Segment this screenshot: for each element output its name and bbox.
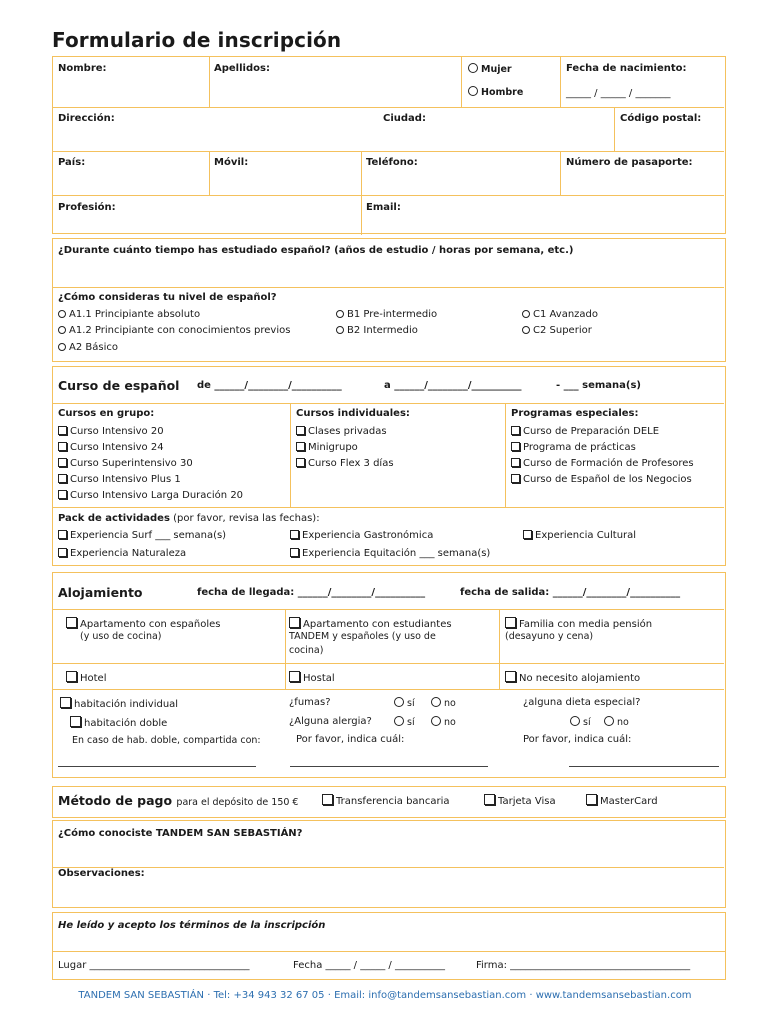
individual-item[interactable] <box>296 458 394 469</box>
especial-item[interactable] <box>511 474 692 485</box>
nivel-question: ¿Cómo consideras tu nivel de español? <box>58 292 277 303</box>
especial-item[interactable] <box>511 442 636 453</box>
nivel-label: A1.2 Principiante con conocimientos previos <box>69 325 291 336</box>
metodo-pago-label <box>58 793 298 808</box>
pack-label: Experiencia Surf ___ semana(s) <box>70 530 227 541</box>
checkbox-icon <box>322 794 333 805</box>
checkbox-icon <box>58 426 67 435</box>
checkbox-icon <box>70 716 81 727</box>
codigo-postal-label: Código postal: <box>620 113 702 124</box>
option-hab-doble[interactable] <box>70 716 167 729</box>
fecha-nacimiento-field[interactable]: _____ / _____ / _______ <box>566 88 671 99</box>
alergia-question: ¿Alguna alergia? <box>289 716 372 727</box>
option-apartamento-estudiantes[interactable] <box>289 617 452 630</box>
grupo-label: Curso Intensivo 24 <box>70 442 164 453</box>
nivel-label: B2 Intermedio <box>347 325 418 336</box>
conociste-question: ¿Cómo conociste TANDEM SAN SEBASTIÁN? <box>58 828 303 839</box>
individual-item[interactable] <box>296 426 387 437</box>
nivel-option-a12[interactable] <box>58 325 290 336</box>
radio-circle-icon <box>394 697 404 707</box>
radio-hombre[interactable] <box>468 86 523 98</box>
fecha-llegada[interactable]: fecha de llegada: ______/________/__________ <box>197 587 426 598</box>
option-no-necesito[interactable] <box>505 671 640 684</box>
option-sublabel: (y uso de cocina) <box>80 631 162 642</box>
option-sublabel: cocina) <box>289 645 324 656</box>
footer-contact: TANDEM SAN SEBASTIÁN · Tel: +34 943 32 67 05 · Email: info@tandemsansebastian.com · www.tandemsansebastian.com <box>78 990 692 1001</box>
alergia-line[interactable] <box>290 766 488 767</box>
grupo-item[interactable] <box>58 458 193 469</box>
checkbox-icon <box>296 442 305 451</box>
no-label: no <box>444 698 456 709</box>
pack-item[interactable] <box>290 548 490 559</box>
option-label: habitación individual <box>74 699 179 710</box>
checkbox-icon <box>505 671 516 682</box>
option-label: Hostal <box>303 673 335 684</box>
fumas-no[interactable] <box>431 697 456 709</box>
metodo-pago-title: Método de pago <box>58 793 173 808</box>
checkbox-icon <box>296 426 305 435</box>
checkbox-icon <box>511 458 520 467</box>
terminos-label: He leído y acepto los términos de la inscripción <box>58 920 326 931</box>
apellidos-label: Apellidos: <box>214 63 270 74</box>
pago-transferencia[interactable] <box>322 794 450 807</box>
option-hab-individual[interactable] <box>60 697 178 710</box>
checkbox-icon <box>296 458 305 467</box>
especial-label: Curso de Español de los Negocios <box>523 474 692 485</box>
programas-especiales-title: Programas especiales: <box>511 408 639 419</box>
option-label: habitación doble <box>84 718 168 729</box>
pago-label: Transferencia bancaria <box>336 796 450 807</box>
grupo-item[interactable] <box>58 490 243 501</box>
cursos-grupo-title: Cursos en grupo: <box>58 408 155 419</box>
nivel-option-c2[interactable] <box>522 325 592 336</box>
alergia-indica-label: Por favor, indica cuál: <box>296 734 405 745</box>
radio-circle-icon <box>58 343 66 351</box>
checkbox-icon <box>289 617 300 628</box>
grupo-item[interactable] <box>58 474 181 485</box>
curso-semanas[interactable]: - ___ semana(s) <box>556 380 641 391</box>
ciudad-label: Ciudad: <box>383 113 426 124</box>
radio-circle-icon <box>58 310 66 318</box>
checkbox-icon <box>484 794 495 805</box>
pack-actividades-heading <box>58 513 320 524</box>
checkbox-icon <box>58 458 67 467</box>
form-title: Formulario de inscripción <box>52 28 342 52</box>
nivel-label: C2 Superior <box>533 325 592 336</box>
dieta-si[interactable] <box>570 716 591 728</box>
si-label: sí <box>583 717 591 728</box>
individual-item[interactable] <box>296 442 358 453</box>
pago-label: MasterCard <box>600 796 658 807</box>
si-label: sí <box>407 698 415 709</box>
nombre-label: Nombre: <box>58 63 107 74</box>
option-hostal[interactable] <box>289 671 335 684</box>
compartida-label: En caso de hab. doble, compartida con: <box>72 735 261 746</box>
terms-section <box>52 912 726 952</box>
dieta-line[interactable] <box>569 766 719 767</box>
pack-item[interactable] <box>523 530 636 541</box>
fecha-nacimiento-label: Fecha de nacimiento: <box>566 63 687 74</box>
radio-circle-icon <box>604 716 614 726</box>
checkbox-icon <box>66 671 77 682</box>
option-label: Apartamento con estudiantes <box>303 619 452 630</box>
observaciones-label: Observaciones: <box>58 868 145 879</box>
checkbox-icon <box>58 530 67 539</box>
grupo-label: Curso Superintensivo 30 <box>70 458 193 469</box>
nivel-option-a2[interactable] <box>58 342 118 353</box>
grupo-label: Curso Intensivo 20 <box>70 426 164 437</box>
nivel-label: C1 Avanzado <box>533 309 599 320</box>
movil-label: Móvil: <box>214 157 249 168</box>
checkbox-icon <box>289 671 300 682</box>
option-label: No necesito alojamiento <box>519 673 641 684</box>
dieta-indica-label: Por favor, indica cuál: <box>523 734 632 745</box>
checkbox-icon <box>511 442 520 451</box>
nivel-option-b2[interactable] <box>336 325 418 336</box>
checkbox-icon <box>58 442 67 451</box>
nivel-label: A1.1 Principiante absoluto <box>69 309 201 320</box>
especial-item[interactable] <box>511 458 694 469</box>
pago-visa[interactable] <box>484 794 556 807</box>
direccion-label: Dirección: <box>58 113 115 124</box>
alergia-no[interactable] <box>431 716 456 728</box>
grupo-item[interactable] <box>58 442 164 453</box>
curso-fecha-a[interactable]: a ______/________/__________ <box>384 380 522 391</box>
especial-item[interactable] <box>511 426 659 437</box>
option-sublabel: TANDEM y españoles (y uso de <box>289 631 436 642</box>
radio-circle-icon <box>431 716 441 726</box>
individual-label: Clases privadas <box>308 426 387 437</box>
checkbox-icon <box>290 530 299 539</box>
dieta-question: ¿alguna dieta especial? <box>523 697 641 708</box>
pack-title: Pack de actividades <box>58 513 170 524</box>
radio-circle-icon <box>336 326 344 334</box>
pack-label: Experiencia Equitación ___ semana(s) <box>302 548 491 559</box>
fecha-field[interactable]: Fecha _____ / _____ / __________ <box>293 960 445 971</box>
radio-mujer[interactable] <box>468 63 512 75</box>
pack-item[interactable] <box>58 530 226 541</box>
profesion-label: Profesión: <box>58 202 116 213</box>
lugar-field[interactable]: Lugar ________________________________ <box>58 960 250 971</box>
pack-label: Experiencia Naturaleza <box>70 548 187 559</box>
nivel-label: B1 Pre-intermedio <box>347 309 438 320</box>
option-label: Apartamento con españoles <box>80 619 221 630</box>
si-label: sí <box>407 717 415 728</box>
curso-fecha-de[interactable]: de ______/________/__________ <box>197 380 342 391</box>
radio-circle-icon <box>394 716 404 726</box>
mujer-label: Mujer <box>481 64 512 75</box>
alergia-si[interactable] <box>394 716 415 728</box>
checkbox-icon <box>505 617 516 628</box>
nivel-option-b1[interactable] <box>336 309 437 320</box>
firma-field[interactable]: Firma: ____________________________________ <box>476 960 691 971</box>
pasaporte-label: Número de pasaporte: <box>566 157 693 168</box>
hombre-label: Hombre <box>481 87 524 98</box>
no-label: no <box>617 717 629 728</box>
checkbox-icon <box>511 426 520 435</box>
email-label: Email: <box>366 202 401 213</box>
pack-label: Experiencia Cultural <box>535 530 637 541</box>
checkbox-icon <box>60 697 71 708</box>
pack-item[interactable] <box>290 530 433 541</box>
checkbox-icon <box>58 490 67 499</box>
option-label: Hotel <box>80 673 107 684</box>
option-apartamento-espanoles[interactable] <box>66 617 221 630</box>
radio-circle-icon <box>468 86 478 96</box>
option-hotel[interactable] <box>66 671 107 684</box>
cursos-individuales-title: Cursos individuales: <box>296 408 410 419</box>
checkbox-icon <box>58 548 67 557</box>
radio-circle-icon <box>468 63 478 73</box>
individual-label: Minigrupo <box>308 442 358 453</box>
metodo-pago-nota: para el depósito de 150 € <box>176 797 299 808</box>
radio-circle-icon <box>522 326 530 334</box>
checkbox-icon <box>290 548 299 557</box>
radio-circle-icon <box>58 326 66 334</box>
especial-label: Programa de prácticas <box>523 442 636 453</box>
radio-circle-icon <box>522 310 530 318</box>
compartida-line[interactable] <box>58 766 256 767</box>
grupo-label: Curso Intensivo Plus 1 <box>70 474 181 485</box>
radio-circle-icon <box>570 716 580 726</box>
pais-label: País: <box>58 157 86 168</box>
option-familia[interactable] <box>505 617 652 630</box>
telefono-label: Teléfono: <box>366 157 418 168</box>
grupo-item[interactable] <box>58 426 164 437</box>
fumas-si[interactable] <box>394 697 415 709</box>
no-label: no <box>444 717 456 728</box>
nivel-option-a11[interactable] <box>58 309 200 320</box>
dieta-no[interactable] <box>604 716 629 728</box>
tiempo-estudio-question: ¿Durante cuánto tiempo has estudiado español? (años de estudio / horas por semana, etc.) <box>58 245 574 256</box>
option-sublabel: (desayuno y cena) <box>505 631 594 642</box>
curso-label: Curso de español <box>58 378 180 393</box>
checkbox-icon <box>523 530 532 539</box>
individual-label: Curso Flex 3 días <box>308 458 394 469</box>
nivel-label: A2 Básico <box>69 342 118 353</box>
fecha-salida[interactable]: fecha de salida: ______/________/__________ <box>460 587 681 598</box>
checkbox-icon <box>586 794 597 805</box>
pago-mastercard[interactable] <box>586 794 658 807</box>
pack-label: Experiencia Gastronómica <box>302 530 434 541</box>
radio-circle-icon <box>336 310 344 318</box>
radio-circle-icon <box>431 697 441 707</box>
alojamiento-label: Alojamiento <box>58 585 143 600</box>
checkbox-icon <box>66 617 77 628</box>
pack-note: (por favor, revisa las fechas): <box>169 513 320 524</box>
option-label: Familia con media pensión <box>519 619 653 630</box>
checkbox-icon <box>511 474 520 483</box>
pack-item[interactable] <box>58 548 186 559</box>
checkbox-icon <box>58 474 67 483</box>
especial-label: Curso de Formación de Profesores <box>523 458 694 469</box>
fumas-question: ¿fumas? <box>289 697 331 708</box>
pago-label: Tarjeta Visa <box>498 796 556 807</box>
especial-label: Curso de Preparación DELE <box>523 426 660 437</box>
nivel-option-c1[interactable] <box>522 309 598 320</box>
grupo-label: Curso Intensivo Larga Duración 20 <box>70 490 244 501</box>
